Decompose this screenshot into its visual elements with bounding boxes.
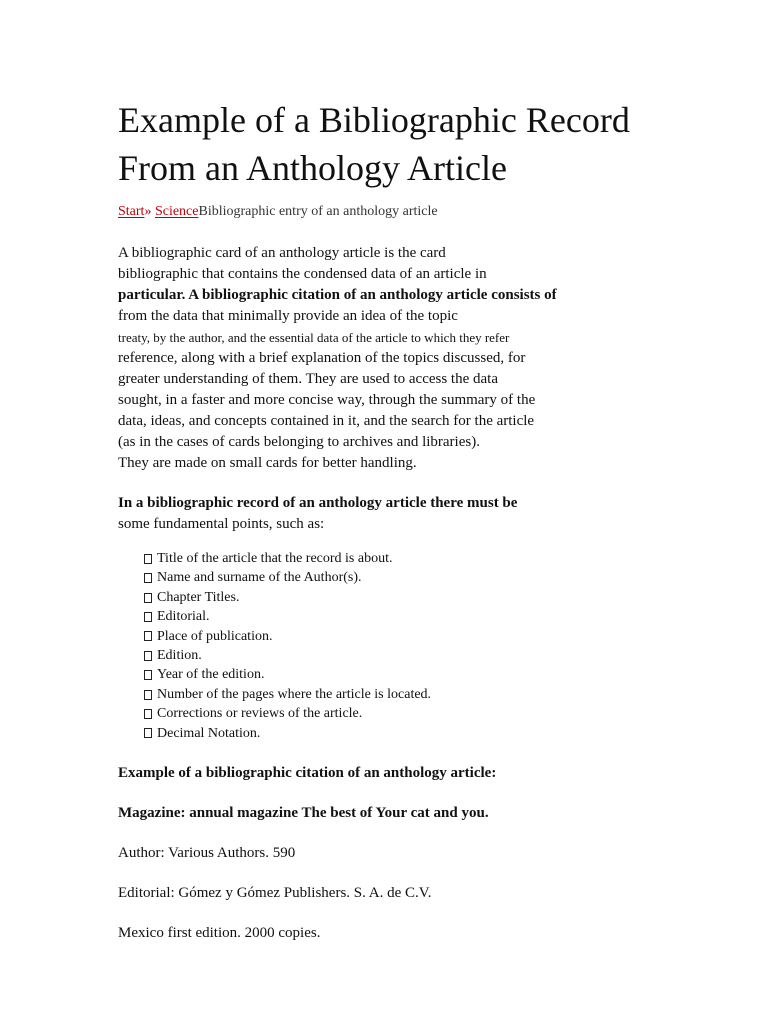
list-item bbox=[144, 607, 668, 626]
spacer bbox=[118, 535, 668, 549]
checkbox-icon bbox=[144, 651, 152, 661]
list-item-text: Editorial. bbox=[157, 609, 210, 625]
intro-line: A bibliographic card of an anthology article is the card bbox=[118, 245, 446, 261]
list-item bbox=[144, 646, 668, 665]
spacer bbox=[118, 743, 668, 763]
intro-line: data, ideas, and concepts contained in it, and the search for the article bbox=[118, 413, 535, 429]
checkbox-icon bbox=[144, 690, 152, 700]
list-item-text: Edition. bbox=[157, 648, 202, 664]
list-item-text: Title of the article that the record is about. bbox=[157, 551, 393, 566]
points-intro bbox=[118, 493, 668, 535]
intro-line: from the data that minimally provide an idea of the topic bbox=[118, 308, 458, 324]
edition-line: Mexico first edition. 2000 copies. bbox=[118, 925, 321, 942]
title-line-2: From an Anthology Article bbox=[118, 148, 507, 188]
fundamental-points-list bbox=[118, 549, 668, 743]
breadcrumb-separator: » bbox=[144, 204, 152, 219]
list-item-text: Number of the pages where the article is located. bbox=[157, 686, 432, 702]
list-item-text: Year of the edition. bbox=[157, 667, 265, 683]
checkbox-icon bbox=[144, 670, 152, 680]
list-item bbox=[144, 665, 668, 684]
author-line: Author: Various Authors. 590 bbox=[118, 845, 296, 862]
checkbox-icon bbox=[144, 554, 152, 564]
intro-paragraph bbox=[118, 243, 668, 474]
list-item bbox=[144, 588, 668, 607]
intro-line: greater understanding of them. They are used to access the data bbox=[118, 371, 498, 387]
list-item-text: Name and surname of the Author(s). bbox=[157, 570, 362, 586]
list-item-text: Decimal Notation. bbox=[157, 725, 261, 741]
checkbox-icon bbox=[144, 593, 152, 603]
points-intro-line: some fundamental points, such as: bbox=[118, 516, 325, 532]
points-intro-line: In a bibliographic record of an anthology article there must be bbox=[118, 495, 518, 511]
list-item bbox=[144, 704, 668, 723]
spacer bbox=[118, 864, 668, 883]
intro-line: particular. A bibliographic citation of an anthology article consists of bbox=[118, 287, 557, 303]
intro-line: bibliographic that contains the condensed data of an article in bbox=[118, 266, 487, 282]
intro-line: sought, in a faster and more concise way, through the summary of the bbox=[118, 392, 536, 408]
breadcrumb-start-link[interactable]: Start bbox=[118, 204, 145, 219]
breadcrumb-current: Bibliographic entry of an anthology article bbox=[198, 204, 438, 219]
intro-line: reference, along with a brief explanation of the topics discussed, for bbox=[118, 350, 526, 366]
intro-line: (as in the cases of cards belonging to archives and libraries). bbox=[118, 434, 480, 450]
list-item bbox=[144, 724, 668, 743]
spacer bbox=[118, 824, 668, 843]
intro-line: treaty, by the author, and the essential data of the article to which they refer bbox=[118, 330, 510, 345]
list-item bbox=[144, 549, 668, 568]
list-item-text: Chapter Titles. bbox=[157, 589, 240, 605]
breadcrumb bbox=[118, 203, 668, 221]
editorial-line: Editorial: Gómez y Gómez Publishers. S. A. de C.V. bbox=[118, 885, 432, 902]
checkbox-icon bbox=[144, 631, 152, 641]
spacer bbox=[118, 904, 668, 923]
example-heading: Example of a bibliographic citation of an anthology article: bbox=[118, 765, 497, 782]
spacer bbox=[118, 474, 668, 493]
breadcrumb-science-link[interactable]: Science bbox=[154, 204, 199, 219]
title-line-1: Example of a Bibliographic Record bbox=[118, 100, 630, 140]
checkbox-icon bbox=[144, 728, 152, 738]
list-item bbox=[144, 568, 668, 587]
magazine-line: Magazine: annual magazine The best of Your cat and you. bbox=[118, 805, 489, 822]
spacer bbox=[118, 784, 668, 803]
list-item bbox=[144, 685, 668, 704]
checkbox-icon bbox=[144, 573, 152, 583]
page-title bbox=[118, 96, 668, 192]
list-item bbox=[144, 627, 668, 646]
checkbox-icon bbox=[144, 709, 152, 719]
list-item-text: Corrections or reviews of the article. bbox=[157, 706, 363, 722]
list-item-text: Place of publication. bbox=[157, 628, 273, 644]
intro-line: They are made on small cards for better handling. bbox=[118, 455, 417, 471]
checkbox-icon bbox=[144, 612, 152, 622]
